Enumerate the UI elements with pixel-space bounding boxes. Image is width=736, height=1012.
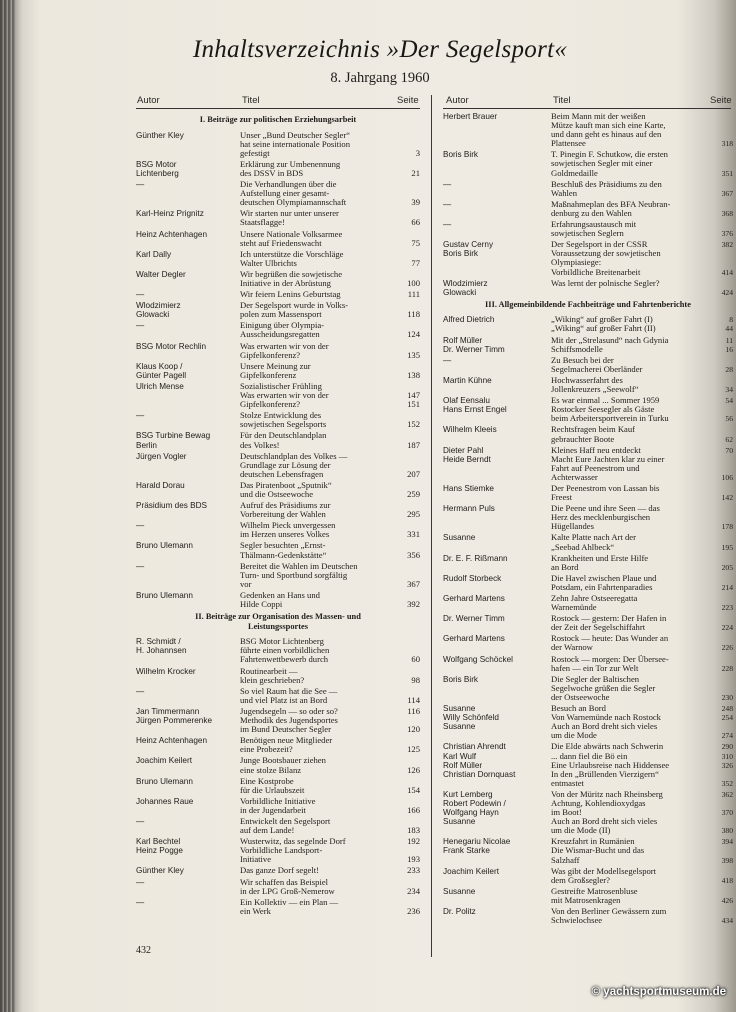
entry-page: 382 414 [721, 240, 733, 277]
entry-title: Kleines Haff neu entdeckt Macht Eure Jachten klar zu einer Fahrt auf Peenestrom und Achterwasser [551, 444, 665, 482]
entry-title: Stolze Entwicklung des sowjetischen Segelsports [240, 410, 327, 430]
entry-page: 290 310 326 352 [721, 742, 733, 788]
entry-page: 351 [721, 168, 733, 178]
entry-page: 259 [407, 488, 420, 499]
entry-author: Jürgen Vogler [136, 451, 187, 461]
entry-author: Joachim Keilert [136, 756, 192, 766]
entry-page: 234 [407, 885, 420, 896]
entry-author: — [136, 816, 145, 826]
toc-entry [136, 452, 420, 479]
entry-page: 214 [721, 582, 733, 592]
entry-title: Was gibt der Modellsegelsport dem Großsegler? [551, 865, 657, 885]
toc-entry [443, 200, 733, 218]
entry-title: Gestreifte Matrosenbluse mit Matrosenkragen [551, 885, 638, 905]
entry-page: 187 [407, 439, 420, 450]
entry-title: Entwickelt den Segelsport auf dem Lande! [240, 815, 331, 836]
entry-page: 376 [721, 229, 733, 239]
page-number: 432 [136, 945, 151, 956]
toc-entry [136, 180, 420, 207]
entry-author: — [443, 199, 452, 209]
toc-entry [136, 230, 420, 248]
entry-title: Die Elde abwärts nach Schwerin ... dann fiel die Bö ein Eine Urlaubsreise nach Hiddensee In den „Brüllenden Vierzigern“ entmastet [551, 741, 670, 788]
entry-title: Vorbildliche Initiative in der Jugendarbeit [240, 795, 316, 815]
entry-title: T. Pinegin F. Schutkow, die ersten sowjetischen Segler mit einer Goldmedaille [551, 149, 668, 178]
toc-entry [443, 336, 733, 354]
toc-entry [136, 898, 420, 916]
entry-title: Bereitet die Wahlen im Deutschen Turn- und Sportbund sorgfältig vor [240, 560, 358, 589]
entry-page: 118 [407, 309, 420, 320]
entry-author: — [136, 411, 145, 421]
entry-author: Harald Dorau [136, 480, 185, 490]
entry-title: Beim Mann mit der weißen Mütze kauft man sich eine Karte, und dann geht es hinaus auf den Plattensee [551, 111, 666, 149]
book-spine-shadow [0, 0, 16, 1012]
toc-entry [136, 131, 420, 158]
toc-entry [136, 756, 420, 774]
entry-author: BSG Motor Rechlin [136, 341, 207, 351]
entry-author: Karl Dally [136, 249, 172, 259]
entry-author: Gerhard Martens [443, 634, 505, 644]
entry-author: Bruno Ulemann [136, 590, 193, 600]
toc-entry [136, 501, 420, 519]
entry-author: — [136, 686, 145, 696]
entry-title: Es war einmal ... Sommer 1959 Rostocker Seesegler als Gäste beim Arbeitersportverein in Turku [551, 395, 669, 424]
entry-title: Wusterwitz, das segelnde Dorf Vorbildliche Landsport- Initiative [240, 836, 346, 865]
entry-author: Präsidium des BDS [136, 501, 207, 511]
toc-entry [443, 790, 733, 835]
entry-author: Günther Kley [136, 130, 184, 140]
entry-page: 166 [407, 804, 420, 815]
entry-page: 434 [721, 916, 733, 926]
toc-entry [443, 376, 733, 394]
entry-title: Die Havel zwischen Plaue und Potsdam, ein Fahrtenparadies [551, 572, 657, 592]
section-heading: II. Beiträge zur Organisation des Massen- und Leistungssportes [195, 612, 361, 631]
page-title: Inhaltsverzeichnis »Der Segelsport« [192, 36, 568, 63]
entry-page: 66 [411, 217, 420, 228]
toc-entry [443, 742, 733, 787]
entry-title: Kreuzfahrt in Rumänien Die Wismar-Bucht und das Salzhaff [551, 836, 645, 865]
entry-page: 195 [721, 542, 733, 552]
entry-author: Ulrich Mense [136, 381, 184, 391]
entry-author: — [136, 321, 145, 331]
entry-title: Kalte Platte nach Art der „Seebad Ahlbeck“ [551, 532, 636, 552]
entry-page: 394 398 [721, 837, 733, 865]
entry-author: Boris Birk [443, 150, 479, 160]
entry-title: Maßnahmeplan des BFA Neubran- denburg zu den Wahlen [551, 198, 671, 218]
entry-title: Der Segelsport in der CSSR Voraussetzung der sowjetischen Olympiasiege: Vorbildliche Breitenarbeit [551, 239, 661, 277]
entry-title: Die Segler der Baltischen Segelwoche grüßen die Segler der Ostseewoche [551, 673, 656, 702]
entry-title: Rostock — gestern: Der Hafen in der Zeit der Segelschiffahrt [551, 613, 667, 633]
entry-author: Joachim Keilert [443, 866, 499, 876]
entry-author: Susanne Willy Schönfeld Susanne [443, 704, 499, 732]
toc-entry [136, 707, 420, 734]
toc-entry [443, 594, 733, 612]
entry-page: 248 254 274 [721, 704, 733, 741]
entry-title: Ich unterstütze die Vorschläge Walter Ulbrichts [240, 248, 344, 268]
entry-author: BSG Motor Lichtenberg [136, 159, 179, 178]
entry-author: Kurt Lemberg Robert Podewin / Wolfgang Hayn Susanne [443, 789, 506, 827]
entry-author: Boris Birk [443, 674, 479, 684]
entry-title: So viel Raum hat die See — und viel Platz ist an Bord [240, 685, 338, 705]
entry-page: 60 [411, 654, 420, 665]
toc-entry [136, 541, 420, 559]
entry-page: 28 [725, 364, 733, 374]
entry-page: 295 [407, 509, 420, 520]
entry-page: 77 [411, 257, 420, 268]
toc-entry [443, 484, 733, 502]
entry-page: 125 [407, 744, 420, 755]
header-rule-left [136, 108, 420, 109]
entry-author: Bruno Ulemann [136, 541, 193, 551]
toc-entry [136, 209, 420, 227]
entry-author: Dr. Politz [443, 907, 476, 916]
toc-entry [443, 425, 733, 443]
entry-title: Wir starten nur unter unserer Staatsflagge! [240, 208, 339, 228]
entry-page: 226 [721, 643, 733, 653]
entry-author: Hans Stiemke [443, 483, 494, 493]
toc-entry [136, 301, 420, 319]
entry-page: 70 106 [721, 445, 733, 482]
toc-entry [136, 837, 420, 864]
entry-page: 426 [721, 895, 733, 905]
toc-entry [443, 887, 733, 905]
entry-author: Jan Timmermann Jürgen Pommerenke [136, 706, 212, 726]
entry-author: Wolfgang Schöckel [443, 654, 513, 664]
entry-author: Herbert Brauer [443, 112, 498, 121]
toc-entry [443, 396, 733, 423]
left-header-page: Seite [397, 95, 419, 106]
right-column [443, 112, 733, 927]
left-header-title: Titel [242, 95, 260, 106]
entry-page: 39 [411, 197, 420, 208]
toc-entry [136, 411, 420, 429]
entry-author: Heinz Achtenhagen [136, 229, 208, 239]
right-header-author: Autor [446, 95, 469, 106]
entry-author: R. Schmidt / H. Johannsen [136, 637, 187, 656]
entry-author: Günther Kley [136, 866, 184, 876]
toc-entry [136, 160, 420, 178]
toc-entry [443, 180, 733, 198]
toc-entry [136, 866, 420, 875]
entry-page: 116 120 [407, 705, 420, 735]
toc-entry [443, 150, 733, 177]
entry-title: Von den Berliner Gewässern zum Schwielochsee [551, 906, 667, 926]
entry-title: Jugendsegeln — so oder so? Methodik des Jugendsportes im Bund Deutscher Segler [240, 705, 338, 735]
entry-page: 138 [407, 369, 420, 380]
entry-title: Was erwarten wir von der Gipfelkonferenz? [240, 340, 329, 360]
entry-title: Hochwasserfahrt des Jollenkreuzers „Seewolf“ [551, 374, 639, 395]
column-divider [431, 95, 432, 957]
toc-entry [136, 777, 420, 795]
toc-entry [136, 637, 420, 664]
toc-entry [443, 837, 733, 864]
entry-page: 192 193 [407, 836, 420, 865]
entry-author: Wlodzimierz Glowacki [443, 278, 488, 297]
entry-page: 367 [721, 188, 733, 198]
toc-entry [443, 220, 733, 238]
toc-entry [443, 279, 733, 297]
toc-entry [443, 533, 733, 551]
entry-page: 362 370 380 [721, 789, 733, 836]
entry-title: Was lernt der polnische Segler? [551, 277, 660, 288]
toc-entry [443, 675, 733, 702]
toc-entry [136, 591, 420, 609]
toc-entry [443, 574, 733, 592]
entry-page: 152 [407, 419, 420, 430]
entry-author: — [443, 355, 452, 365]
entry-page: 223 [721, 603, 733, 613]
entry-author: Wilhelm Kleeis [443, 425, 497, 435]
entry-title: Das Piratenboot „Sputnik“ und die Ostseewoche [240, 479, 332, 499]
toc-entry [136, 382, 420, 409]
entry-title: Mit der „Strelasund“ nach Gdynia Schiffsmodelle [551, 334, 669, 354]
entry-author: Dr. E. F. Rißmann [443, 553, 508, 563]
entry-title: Einigung über Olympia- Ausscheidungsregatten [240, 320, 325, 340]
entry-title: Unsere Meinung zur Gipfelkonferenz [240, 360, 311, 380]
entry-title: Unsere Nationale Volksarmee steht auf Friedenswacht [240, 228, 343, 248]
entry-author: — [136, 290, 145, 300]
left-header-author: Autor [137, 95, 160, 106]
section-heading: III. Allgemeinbildende Fachbeiträge und Fahrtenberichte [485, 299, 691, 309]
entry-title: Zehn Jahre Ostseeregatta Warnemünde [551, 593, 638, 613]
entry-page: 228 [721, 663, 733, 673]
entry-author: Martin Kühne [443, 375, 492, 385]
entry-page: 424 [721, 287, 733, 297]
entry-author: Gerhard Martens [443, 594, 505, 603]
entry-author: Susanne [443, 533, 476, 543]
entry-author: — [136, 897, 145, 907]
entry-title: Eine Kostprobe für die Urlaubszeit [240, 775, 305, 795]
left-column [136, 112, 420, 918]
entry-title: Der Segelsport wurde in Volks- polen zum Massensport [240, 300, 349, 320]
section-heading: I. Beiträge zur politischen Erziehungsarbeit [199, 115, 357, 124]
toc-entry [136, 562, 420, 589]
entry-title: Unser „Bund Deutscher Segler“ hat seine internationale Position gefestigt [240, 129, 351, 158]
entry-author: Heinz Achtenhagen [136, 736, 208, 746]
toc-entry [136, 321, 420, 339]
entry-author: Walter Degler [136, 269, 186, 279]
entry-page: 418 [721, 875, 733, 885]
entry-author: Karl Bechtel Heinz Pogge [136, 837, 183, 856]
entry-author: Christian Ahrendt Karl Wulf Rolf Müller Christian Dornquast [443, 742, 516, 779]
entry-author: — [443, 220, 452, 230]
entry-page: 114 [407, 694, 420, 705]
toc-entry [443, 634, 733, 652]
entry-page: 54 56 [725, 396, 733, 424]
toc-entry [443, 315, 733, 333]
toc-entry [136, 667, 420, 685]
entry-author: Wilhelm Krocker [136, 666, 196, 676]
toc-entry [136, 878, 420, 896]
entry-page: 135 [407, 349, 420, 360]
toc-entry [136, 521, 420, 539]
entry-title: Zu Besuch bei der Segelmacherei Oberländer [551, 354, 643, 374]
entry-title: Aufruf des Präsidiums zur Vorbereitung der Wahlen [240, 500, 331, 520]
entry-page: 124 [407, 329, 420, 340]
entry-title: Ein Kollektiv — ein Plan — ein Werk [240, 896, 339, 916]
entry-title: Die Verhandlungen über die Aufstellung einer gesamt- deutschen Olympiamannschaft [240, 179, 347, 208]
entry-page: 392 [407, 599, 420, 609]
header-rule-right [443, 108, 731, 109]
entry-page: 3 [415, 147, 420, 158]
toc-entry [136, 270, 420, 288]
entry-author: Hermann Puls [443, 504, 495, 514]
entry-title: Rostock — heute: Das Wunder an der Warnow [551, 633, 669, 653]
entry-author: Olaf Eensalu Hans Ernst Engel [443, 396, 507, 415]
toc-entry [136, 736, 420, 754]
entry-page: 142 [721, 493, 733, 503]
entry-page: 233 [407, 865, 420, 876]
toc-entry [443, 356, 733, 374]
page-subtitle: 8. Jahrgang 1960 [330, 70, 430, 86]
entry-page: 367 [407, 578, 420, 589]
toc-entry [136, 342, 420, 360]
entry-page: 224 [721, 623, 733, 633]
entry-page: 154 [407, 784, 420, 795]
entry-page: 111 [407, 289, 420, 300]
toc-entry [136, 431, 420, 449]
entry-title: Wilhelm Pieck unvergessen im Herzen unseres Volkes [240, 520, 336, 540]
entry-page: 11 16 [725, 335, 733, 354]
entry-page: 356 [407, 549, 420, 560]
entry-page: 34 [725, 385, 733, 395]
toc-entry [443, 446, 733, 482]
entry-title: Besuch an Bord Von Warnemünde nach Rostock Auch an Bord dreht sich vieles um die Mode [551, 703, 661, 741]
entry-title: „Wiking“ auf großer Fahrt (I) „Wiking“ auf großer Fahrt (II) [551, 314, 656, 334]
entry-title: Der Peenestrom von Lassan bis Freest [551, 482, 660, 503]
toc-entry [136, 817, 420, 835]
entry-author: Johannes Raue [136, 796, 194, 806]
entry-page: 100 [407, 278, 420, 288]
entry-page: 207 [407, 468, 420, 479]
entry-author: Henegariu Nicolae Frank Starke [443, 837, 511, 856]
toc-entry [136, 687, 420, 705]
right-header-page: Seite [710, 95, 732, 106]
entry-title: Rechtsfragen beim Kauf gebrauchter Boote [551, 424, 635, 444]
entry-page: 183 [407, 825, 420, 836]
entry-page: 98 [411, 674, 420, 685]
toc-entry [443, 240, 733, 276]
entry-page: 230 [721, 692, 733, 702]
watermark: © yachtsportmuseum.de [591, 986, 726, 998]
entry-page: 62 [725, 434, 733, 444]
toc-entry [443, 614, 733, 632]
entry-author: Bruno Ulemann [136, 776, 193, 786]
toc-entry [136, 797, 420, 815]
toc-entry [136, 362, 420, 380]
entry-page: 8 44 [725, 315, 733, 334]
entry-page: 147 151 [407, 390, 420, 410]
toc-entry [443, 112, 733, 148]
toc-entry [443, 907, 733, 925]
entry-page: 75 [411, 237, 420, 248]
entry-title: BSG Motor Lichtenberg führte einen vorbildlichen Fahrtenwettbewerb durch [240, 636, 330, 665]
entry-author: — [443, 179, 452, 189]
entry-title: Routinearbeit — klein geschrieben? [240, 665, 305, 685]
entry-title: Erfahrungsaustausch mit sowjetischen Seglern [551, 219, 637, 239]
entry-title: Beschluß des Präsidiums zu den Wahlen [551, 178, 662, 198]
entry-author: — [136, 877, 145, 887]
entry-page: 178 [721, 522, 733, 532]
entry-author: Dr. Werner Timm [443, 614, 505, 624]
entry-title: Rostock — morgen: Der Übersee- hafen — ein Tor zur Welt [551, 653, 669, 673]
entry-title: Sozialistischer Frühling Was erwarten wir von der Gipfelkonferenz? [240, 380, 329, 410]
entry-title: Benötigen neue Mitglieder eine Probezeit? [240, 735, 333, 755]
toc-entry [443, 867, 733, 885]
entry-title: Das ganze Dorf segelt! [240, 865, 319, 876]
entry-author: Wlodzimierz Glowacki [136, 301, 181, 320]
entry-title: Wir feiern Lenins Geburtstag [240, 289, 341, 300]
toc-entry [136, 250, 420, 268]
entry-title: Die Peene und ihre Seen — das Herz des mecklenburgischen Hügellandes [551, 503, 660, 532]
entry-author: Alfred Dietrich [443, 315, 495, 325]
entry-author: Karl-Heinz Prignitz [136, 209, 204, 219]
entry-page: 21 [411, 167, 420, 178]
entry-author: — [136, 561, 145, 571]
entry-title: Für den Deutschlandplan des Volkes! [240, 430, 327, 450]
toc-entry [443, 504, 733, 531]
entry-title: Deutschlandplan des Volkes — Grundlage zur Lösung der deutschen Lebensfragen [240, 450, 348, 479]
entry-author: — [136, 521, 145, 531]
entry-page: 126 [407, 764, 420, 775]
toc-entry [136, 481, 420, 499]
entry-title: Krankheiten und Erste Hilfe an Bord [551, 552, 649, 572]
toc-entry [443, 704, 733, 740]
entry-title: Segler besuchten „Ernst- Thälmann-Gedenkstätte“ [240, 540, 327, 560]
entry-author: Gustav Cerny Boris Birk [443, 240, 494, 259]
entry-author: Dieter Pahl Heide Berndt [443, 445, 491, 464]
toc-entry [443, 655, 733, 673]
entry-title: Gedenken an Hans und Hilde Coppi [240, 589, 320, 609]
entry-author: Rudolf Storbeck [443, 573, 502, 583]
entry-page: 368 [721, 208, 733, 218]
entry-author: Rolf Müller Dr. Werner Timm [443, 335, 505, 354]
entry-page: 205 [721, 562, 733, 572]
entry-page: 236 [407, 905, 420, 916]
entry-title: Erklärung zur Umbenennung des DSSV in BDS [240, 158, 341, 178]
entry-author: — [136, 180, 145, 190]
entry-page: 318 [721, 139, 733, 149]
entry-author: Klaus Koop / Günter Pagell [136, 361, 187, 380]
entry-title: Junge Bootsbauer ziehen eine stolze Bilanz [240, 755, 326, 775]
entry-title: Von der Müritz nach Rheinsberg Achtung, Kohlendioxydgas im Boot! Auch an Bord dreht sich vieles um die Mode (II) [551, 788, 663, 836]
entry-title: Wir schaffen das Beispiel in der LPG Groß-Nemerow [240, 876, 335, 896]
entry-page: 331 [407, 529, 420, 540]
right-header-title: Titel [553, 95, 571, 106]
entry-title: Wir begrüßen die sowjetische Initiative in der Abrüstung [240, 268, 343, 288]
entry-author: BSG Turbine Bewag Berlin [136, 431, 211, 450]
toc-entry [136, 290, 420, 299]
toc-entry [443, 554, 733, 572]
entry-author: Susanne [443, 886, 476, 896]
